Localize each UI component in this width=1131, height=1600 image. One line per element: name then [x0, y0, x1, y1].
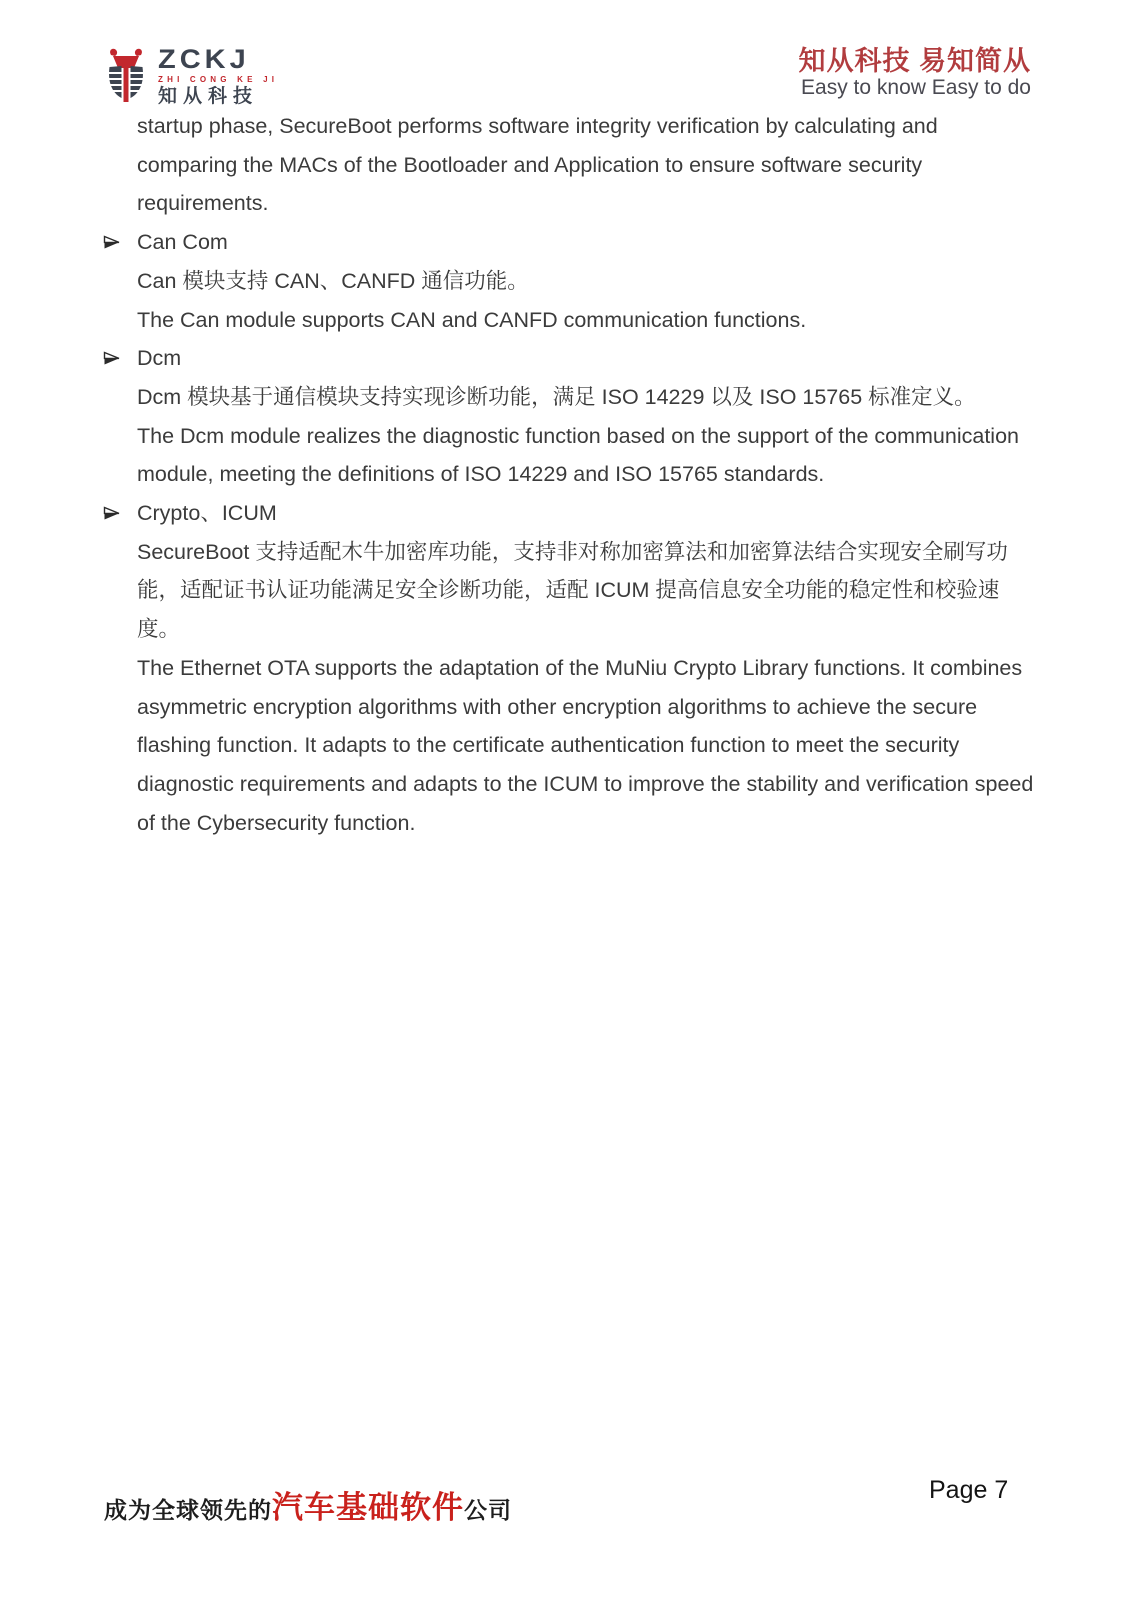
header-slogan-cn: 知从科技 易知简从 [798, 46, 1031, 76]
logo-pinyin: ZHI CONG KE JI [158, 75, 279, 84]
section-title-text: Dcm [137, 346, 182, 371]
section-title-text: Crypto、ICUM [137, 501, 277, 526]
section-paragraph-zh: Dcm 模块基于通信模块支持实现诊断功能，满足 ISO 14229 以及 ISO 15765 标准定义。 [137, 384, 976, 409]
bullet-section-dcm [103, 339, 1035, 494]
section-title-text: Can Com [137, 230, 228, 255]
page-number: Page 7 [929, 1476, 1009, 1504]
intro-paragraph: startup phase, SecureBoot performs software integrity verification by calculating and comparing the MACs of the Bootloader and Application to ensure software security requirements. [137, 114, 938, 216]
page-header [103, 46, 1031, 108]
footer-slogan [104, 1482, 512, 1527]
footer-slogan-highlight: 汽车基础软件 [272, 1490, 464, 1525]
logo-text-block [158, 46, 278, 108]
header-slogan [798, 46, 1031, 100]
section-title-row [103, 494, 1035, 533]
arrowhead-bullet-icon [103, 223, 137, 262]
section-paragraph-zh: SecureBoot 支持适配木牛加密库功能，支持非对称加密算法和加密算法结合实现安全刷写功能，适配证书认证功能满足安全诊断功能，适配 ICUM 提高信息安全功能的稳定性和校验速度。 [137, 539, 1008, 642]
section-paragraph-en: The Can module supports CAN and CANFD communication functions. [137, 307, 807, 332]
logo-company-name: 知从科技 [158, 86, 259, 107]
section-paragraph-en: The Ethernet OTA supports the adaptation of the MuNiu Crypto Library functions. It combines asymmetric encryption algorithms with other encryption algorithms to achieve the secure flashing function. It adapts to the certificate authentication function to meet the security diagnostic requirements and adapts to the ICUM to improve the stability and verification speed of the Cybersecurity function. [137, 655, 1034, 835]
section-paragraph-en: The Dcm module realizes the diagnostic function based on the support of the communication module, meeting the definitions of ISO 14229 and ISO 15765 standards. [137, 423, 1019, 487]
bullet-section-crypto-icum [103, 494, 1035, 842]
bullet-section-can-com [103, 223, 1035, 339]
section-title-row [103, 339, 1035, 378]
footer-slogan-prefix: 成为全球领先的 [104, 1497, 272, 1523]
logo-bug-icon [103, 46, 149, 104]
logo-wordmark: ZCKJ [158, 45, 250, 75]
company-logo [103, 46, 278, 108]
header-slogan-en: Easy to know Easy to do [801, 76, 1031, 99]
arrowhead-bullet-icon [103, 494, 137, 533]
document-body [103, 107, 1035, 842]
arrowhead-bullet-icon [103, 339, 137, 378]
footer-slogan-suffix: 公司 [464, 1497, 512, 1523]
section-paragraph-zh: Can 模块支持 CAN、CANFD 通信功能。 [137, 268, 529, 293]
section-title-row [103, 223, 1035, 262]
